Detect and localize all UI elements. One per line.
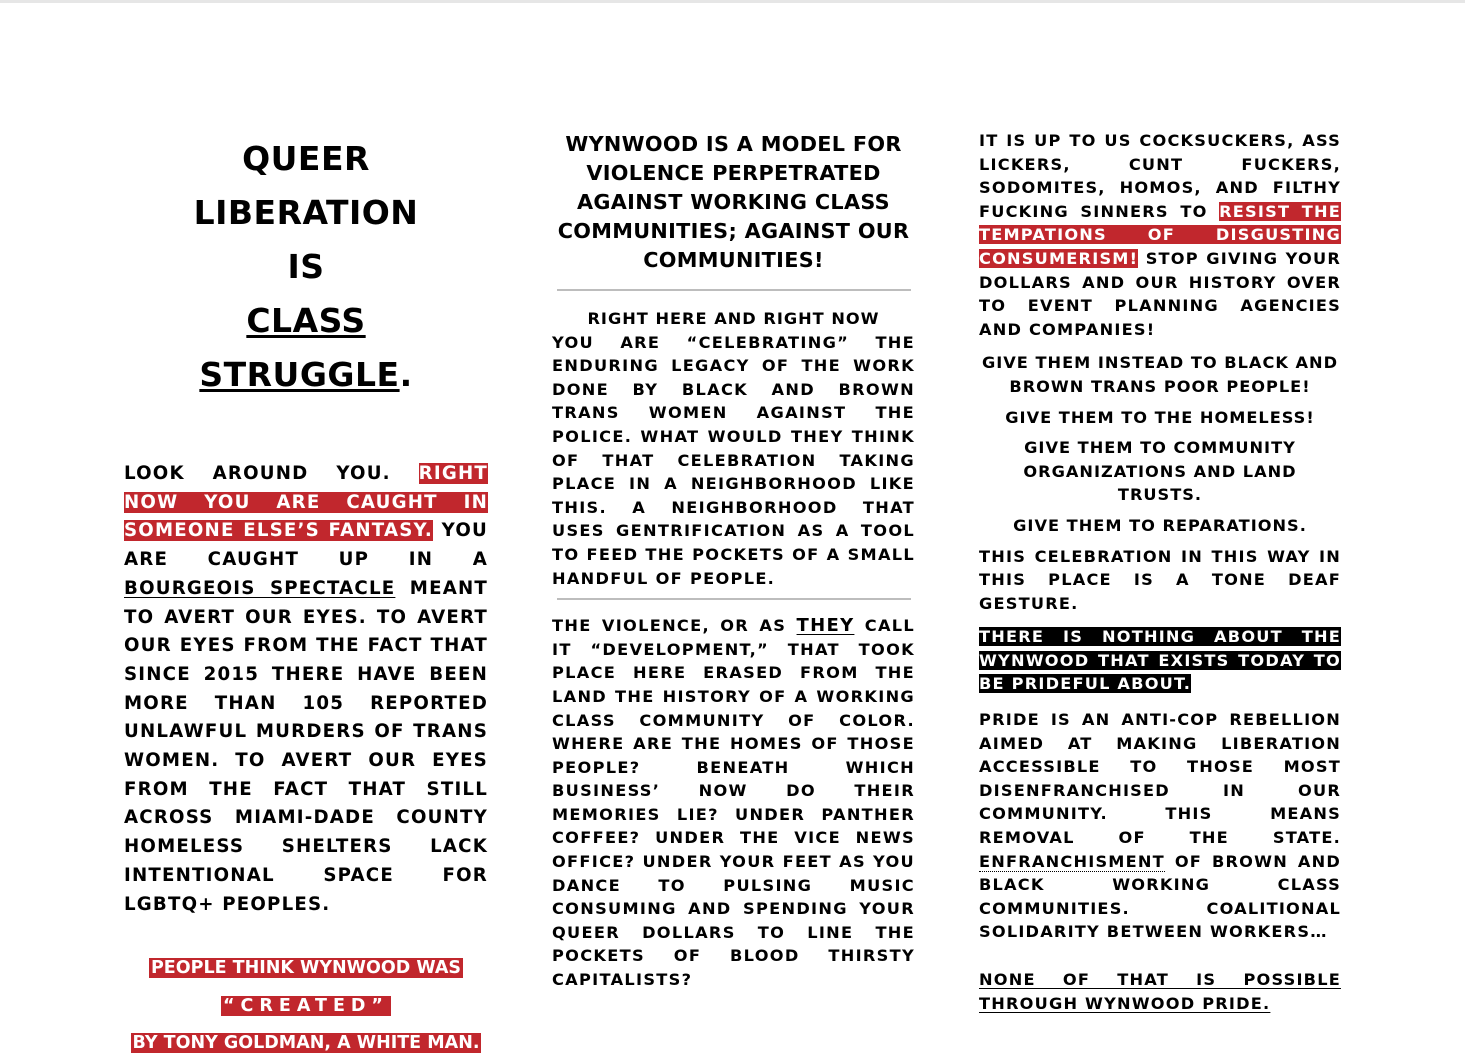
divider-1: [557, 289, 911, 291]
middle-paragraph-1: [552, 331, 915, 591]
left-text-d: TO AVERT OUR EYES FROM THE FACT THAT: [124, 750, 488, 800]
column-right: [979, 129, 1341, 1015]
right-p3-text-a: PRIDE IS AN ANTI-COP REBELLION AIMED AT MAKING LIBERATION ACCESSIBLE TO THOSE MOST DISENFRANCHISED IN OUR COMMUNITY. THIS MEANS REMOVAL OF THE STATE.: [979, 710, 1341, 848]
left-text-a: LOOK AROUND YOU.: [124, 463, 419, 484]
give-2: GIVE THEM TO THE HOMELESS!: [1005, 407, 1315, 427]
column-left: [124, 132, 488, 1063]
left-underlined-phrase: BOURGEOIS SPECTACLE: [124, 577, 396, 599]
right-paragraph-3: [979, 708, 1341, 944]
middle-paragraph-2: [552, 614, 915, 992]
right-enfranchisment: ENFRANCHISMENT: [979, 851, 1165, 871]
middle-they: THEY: [796, 615, 855, 637]
title-line-4: STRUGGLE: [199, 355, 400, 394]
right-final: [979, 968, 1341, 1015]
footer-line-3: BY TONY GOLDMAN, A WHITE MAN.: [132, 1033, 480, 1054]
right-red-highlight: RESIST THE TEMPATIONS OF DISGUSTING CONSUMERISM!: [979, 201, 1342, 268]
middle-p1-text: ARE “CELEBRATING” THE ENDURING LEGACY OF THE WORK DONE BY BLACK AND BROWN TRANS WOMEN AGAINST THE POLICE. WHAT WOULD THEY THINK OF THAT CELEBRATION TAKING PLACE IN A NEIGHBORHOOD LIKE THIS. A NEIGHBORHOOD THAT USES GENTRIFICATION AS A TOOL TO FEED THE POCKETS OF A SMALL HANDFUL OF PEOPLE.: [552, 332, 915, 588]
left-text-b: YOU ARE CAUGHT UP IN A: [124, 520, 488, 571]
give-3: GIVE THEM TO COMMUNITY ORGANIZATIONS AND LAND TRUSTS.: [1023, 438, 1297, 505]
give-4: GIVE THEM TO REPARATIONS.: [1013, 515, 1307, 535]
title-period: .: [399, 355, 413, 394]
column-middle: [552, 130, 915, 992]
left-footer: [124, 950, 488, 1063]
title-line-1: QUEER LIBERATION: [193, 139, 419, 232]
middle-p2-text-a: THE VIOLENCE, OR AS: [552, 616, 797, 636]
right-paragraph-1: [979, 129, 1341, 341]
divider-2: [557, 598, 911, 600]
title-line-3: CLASS: [246, 301, 366, 340]
right-p1-text-a: IT IS UP TO US COCKSUCKERS, ASS LICKERS, CUNT FUCKERS, SODOMITES, HOMOS, AND FILTHY FUCKING SINNERS TO: [979, 131, 1341, 221]
top-border: [0, 0, 1465, 3]
title-line-2: IS: [287, 247, 325, 286]
left-paragraph: [124, 460, 488, 919]
right-black-block: [979, 625, 1341, 696]
right-final-underlined: NONE OF THAT IS POSSIBLE THROUGH WYNWOOD PRIDE.: [979, 970, 1341, 1013]
give-1: GIVE THEM INSTEAD TO BLACK AND BROWN TRANS POOR PEOPLE!: [981, 353, 1339, 396]
middle-p2-text-b: CALL IT “DEVELOPMENT,” THAT TOOK PLACE HERE ERASED FROM THE LAND THE HISTORY OF A WORKING CLASS COMMUNITY OF COLOR. WHERE ARE THE HOMES OF THOSE PEOPLE? BENEATH WHICH BUSINESS’ NOW DO THEIR MEMORIES LIE? UNDER PANTHER COFFEE? UNDER THE VICE NEWS OFFICE? UNDER YOUR FEET AS YOU DANCE TO PULSING MUSIC CONSUMING AND SPENDING YOUR QUEER DOLLARS TO LINE THE POCKETS OF BLOOD THIRSTY CAPITALISTS?: [552, 616, 915, 990]
right-paragraph-2: THIS CELEBRATION IN THIS WAY IN THIS PLACE IS A TONE DEAF GESTURE.: [979, 546, 1341, 613]
left-text-c: MEANT TO AVERT OUR EYES. TO AVERT OUR EYES FROM THE FACT THAT: [124, 577, 488, 657]
footer-line-1: PEOPLE THINK WYNWOOD WAS: [150, 958, 462, 979]
left-bold-fact-1: SINCE 2015 THERE HAVE BEEN MORE THAN 105 REPORTED UNLAWFUL MURDERS OF TRANS WOMEN.: [124, 663, 488, 772]
middle-heading: WYNWOOD IS A MODEL FOR VIOLENCE PERPETRATED AGAINST WORKING CLASS COMMUNITIES; AGAINST OUR COMMUNITIES!: [557, 132, 910, 272]
right-p3-text-b: OF BROWN AND BLACK WORKING CLASS COMMUNITIES. COALITIONAL SOLIDARITY BETWEEN WORKERS…: [979, 851, 1341, 942]
footer-line-2: “CREATED”: [223, 995, 389, 1016]
middle-you: YOU: [552, 332, 594, 352]
left-red-highlight: RIGHT NOW YOU ARE CAUGHT IN SOMEONE ELSE’S FANTASY.: [124, 463, 488, 542]
right-p1-text-b: STOP GIVING YOUR DOLLARS AND OUR HISTORY OVER TO EVENT PLANNING AGENCIES AND COMPANIES!: [979, 248, 1341, 339]
left-bold-fact-2: STILL ACROSS MIAMI-DADE COUNTY HOMELESS SHELTERS LACK INTENTIONAL SPACE FOR LGBTQ+ PEOPLES.: [124, 778, 488, 915]
flyer-title: [124, 132, 488, 402]
middle-center-line: RIGHT HERE AND RIGHT NOW: [587, 309, 880, 328]
right-black-highlight: THERE IS NOTHING ABOUT THE WYNWOOD THAT EXISTS TODAY TO BE PRIDEFUL ABOUT.: [979, 627, 1341, 694]
